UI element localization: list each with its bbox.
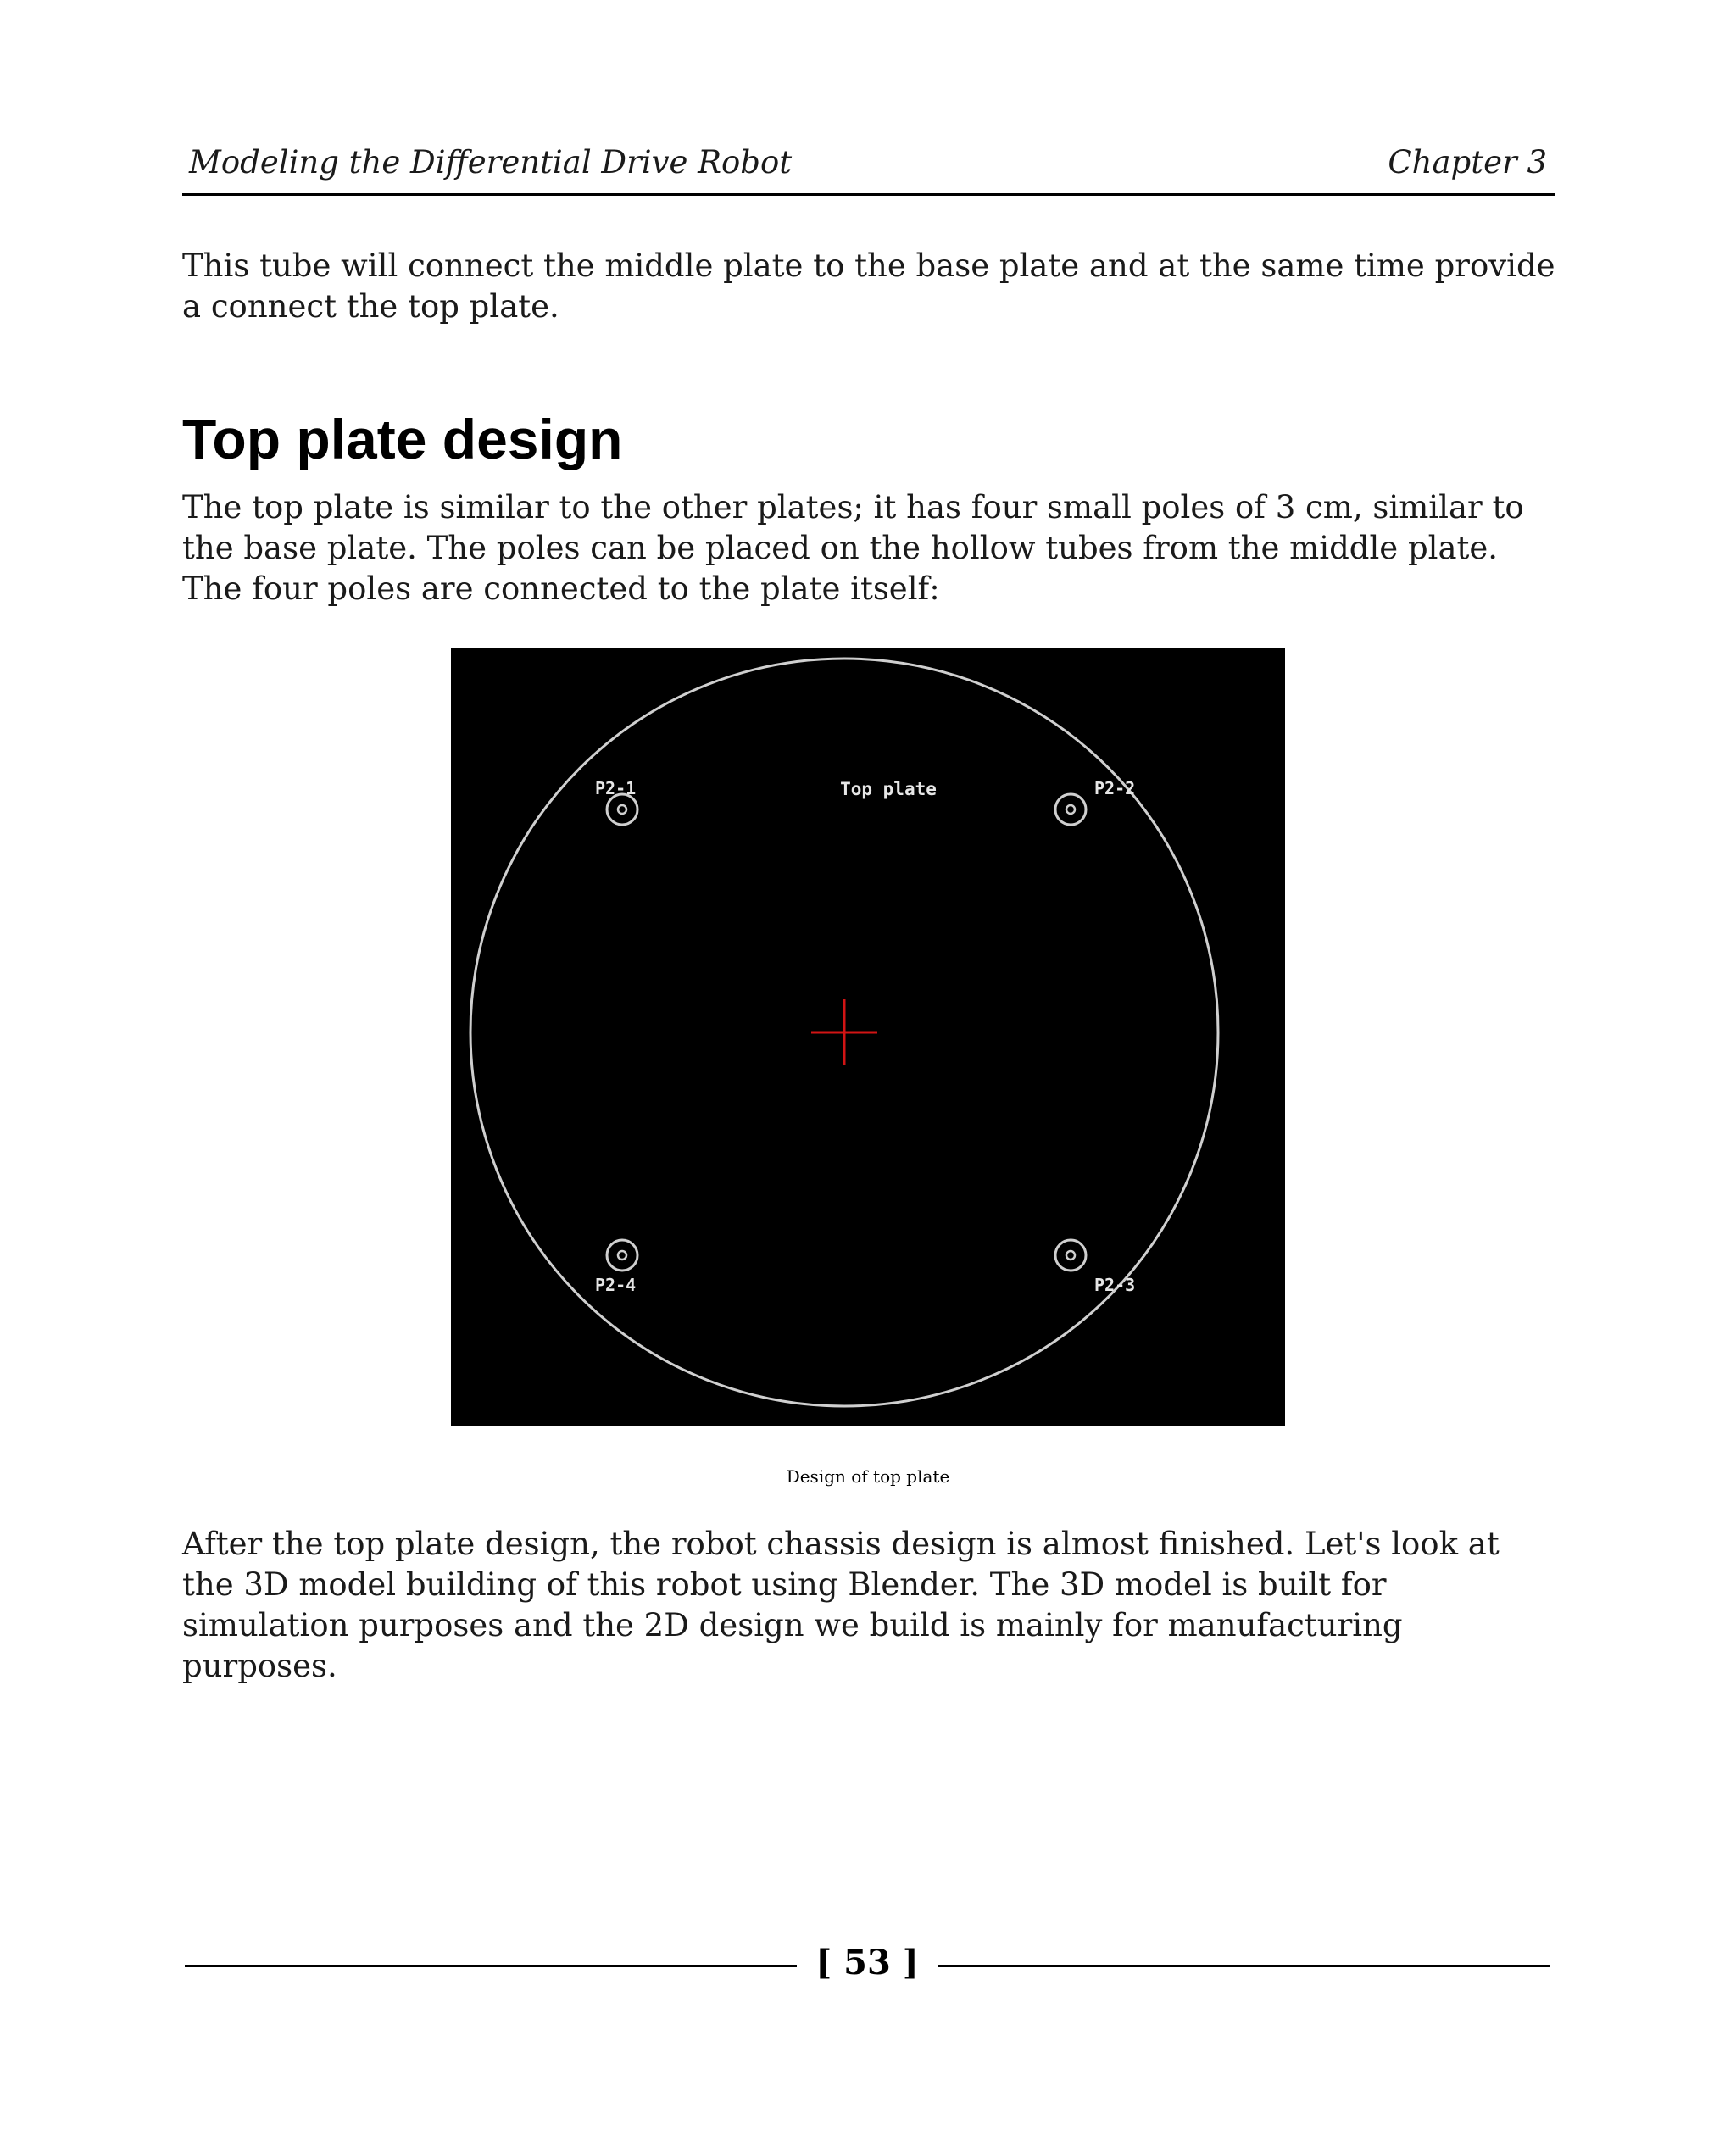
header-chapter-number: Chapter 3 bbox=[1388, 144, 1547, 181]
footer-rule-right bbox=[938, 1965, 1550, 1967]
footer-rule-left bbox=[185, 1965, 797, 1967]
pole-hole bbox=[1066, 1251, 1075, 1260]
header-chapter-title: Modeling the Differential Drive Robot bbox=[189, 144, 793, 181]
pole-p2-2 bbox=[1055, 778, 1135, 825]
top-plate-drawing bbox=[451, 648, 1285, 1426]
pole-p2-3 bbox=[1055, 1240, 1135, 1295]
section-heading: Top plate design bbox=[182, 408, 623, 470]
pole-p2-4 bbox=[595, 1240, 637, 1295]
pole-outer-ring bbox=[607, 1240, 637, 1271]
plate-label: Top plate bbox=[840, 779, 937, 799]
description-paragraph: The top plate is similar to the other plates; it has four small poles of 3 cm, similar to the base plate. The poles can be placed on the hollow tubes from the middle plate. The four poles are connected to the plate itself: bbox=[182, 489, 1524, 607]
pole-label: P2-3 bbox=[1094, 1275, 1136, 1295]
pole-hole bbox=[1066, 805, 1075, 814]
running-header bbox=[182, 142, 1555, 196]
pole-label: P2-4 bbox=[595, 1275, 637, 1295]
conclusion-paragraph: After the top plate design, the robot chassis design is almost finished. Let's look at the 3D model building of this robot using Blender. The 3D model is built for simulation purposes and the 2D design we build is mainly for manufacturing purposes. bbox=[182, 1526, 1500, 1684]
figure-caption: Design of top plate bbox=[786, 1466, 950, 1487]
pole-hole bbox=[618, 1251, 626, 1260]
pole-label: P2-1 bbox=[595, 778, 637, 798]
center-mark bbox=[811, 999, 877, 1065]
pole-p2-1 bbox=[595, 778, 637, 825]
pole-outer-ring bbox=[607, 794, 637, 825]
top-plate-figure bbox=[451, 648, 1285, 1426]
pole-outer-ring bbox=[1055, 1240, 1086, 1271]
intro-paragraph: This tube will connect the middle plate to the base plate and at the same time provide a connect the top plate. bbox=[182, 247, 1555, 325]
pole-outer-ring bbox=[1055, 794, 1086, 825]
pole-label: P2-2 bbox=[1094, 778, 1136, 798]
page-number: [ 53 ] bbox=[815, 1943, 919, 1983]
pole-hole bbox=[618, 805, 626, 814]
